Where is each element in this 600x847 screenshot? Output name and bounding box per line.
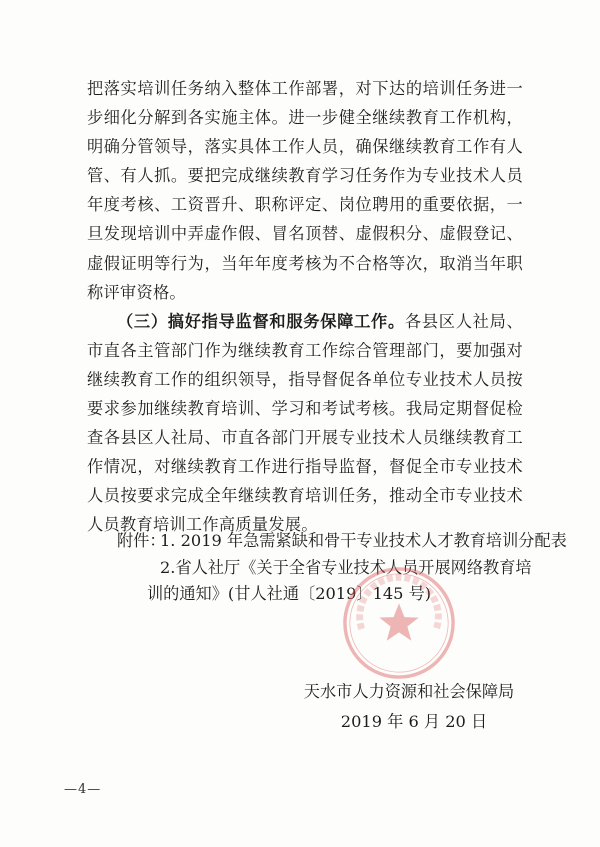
signature-block (299, 677, 519, 737)
body-content (87, 74, 523, 540)
attachment-item-2-line-2: 训的通知》(甘人社通〔2019〕145 号) (147, 584, 432, 603)
attachment-row-1 (117, 528, 567, 555)
attachment-item-2-line-1: 2.省人社厅《关于全省专业技术人员开展网络教育培 (160, 557, 532, 577)
page-number: —4— (64, 782, 102, 797)
attachment-row-2 (117, 555, 537, 582)
signature-organization: 天水市人力资源和社会保障局 (303, 682, 515, 701)
seal-star-icon (379, 603, 418, 640)
official-seal (340, 564, 458, 682)
body-paragraph-2 (87, 307, 523, 540)
attachments-label: 附件： (117, 531, 166, 550)
attachments-list (117, 528, 567, 608)
body-paragraph-2-text: 各县区人社局、市直各主管部门作为继续教育工作综合管理部门，要加强对继续教育工作的组织领导，指导督促各单位专业技术人员按要求参加继续教育培训、学习和考试考核。我局定期督促检查各县区人社局、市直各部门开展专业技术人员继续教育工作情况，对继续教育工作进行指导监督，督促全市专业技术人员按要求完成全年继续教育培训任务，推动全市专业技术人员教育培训工作高质量发展。 (87, 311, 523, 535)
section-heading: （三）搞好指导监督和服务保障工作。 (117, 311, 405, 331)
body-paragraph-1: 把落实培训任务纳入整体工作部署，对下达的培训任务进一步细化分解到各实施主体。进一步健全继续教育工作机构，明确分管领导，落实具体工作人员，确保继续教育工作有人管、有人抓。要把完成继续教育学习任务作为专业技术人员年度考核、工资晋升、职称评定、岗位聘用的重要依据，一旦发现培训中弄虚作假、冒名顶替、虚假积分、虚假登记、虚假证明等行为，当年年度考核为不合格等次，取消当年职称评审资格。 (87, 79, 523, 302)
attachment-row-3 (117, 581, 537, 608)
signature-date: 2019 年 6 月 20 日 (340, 712, 488, 731)
attachment-item-1: 1. 2019 年急需紧缺和骨干专业技术人才教育培训分配表 (160, 531, 567, 550)
